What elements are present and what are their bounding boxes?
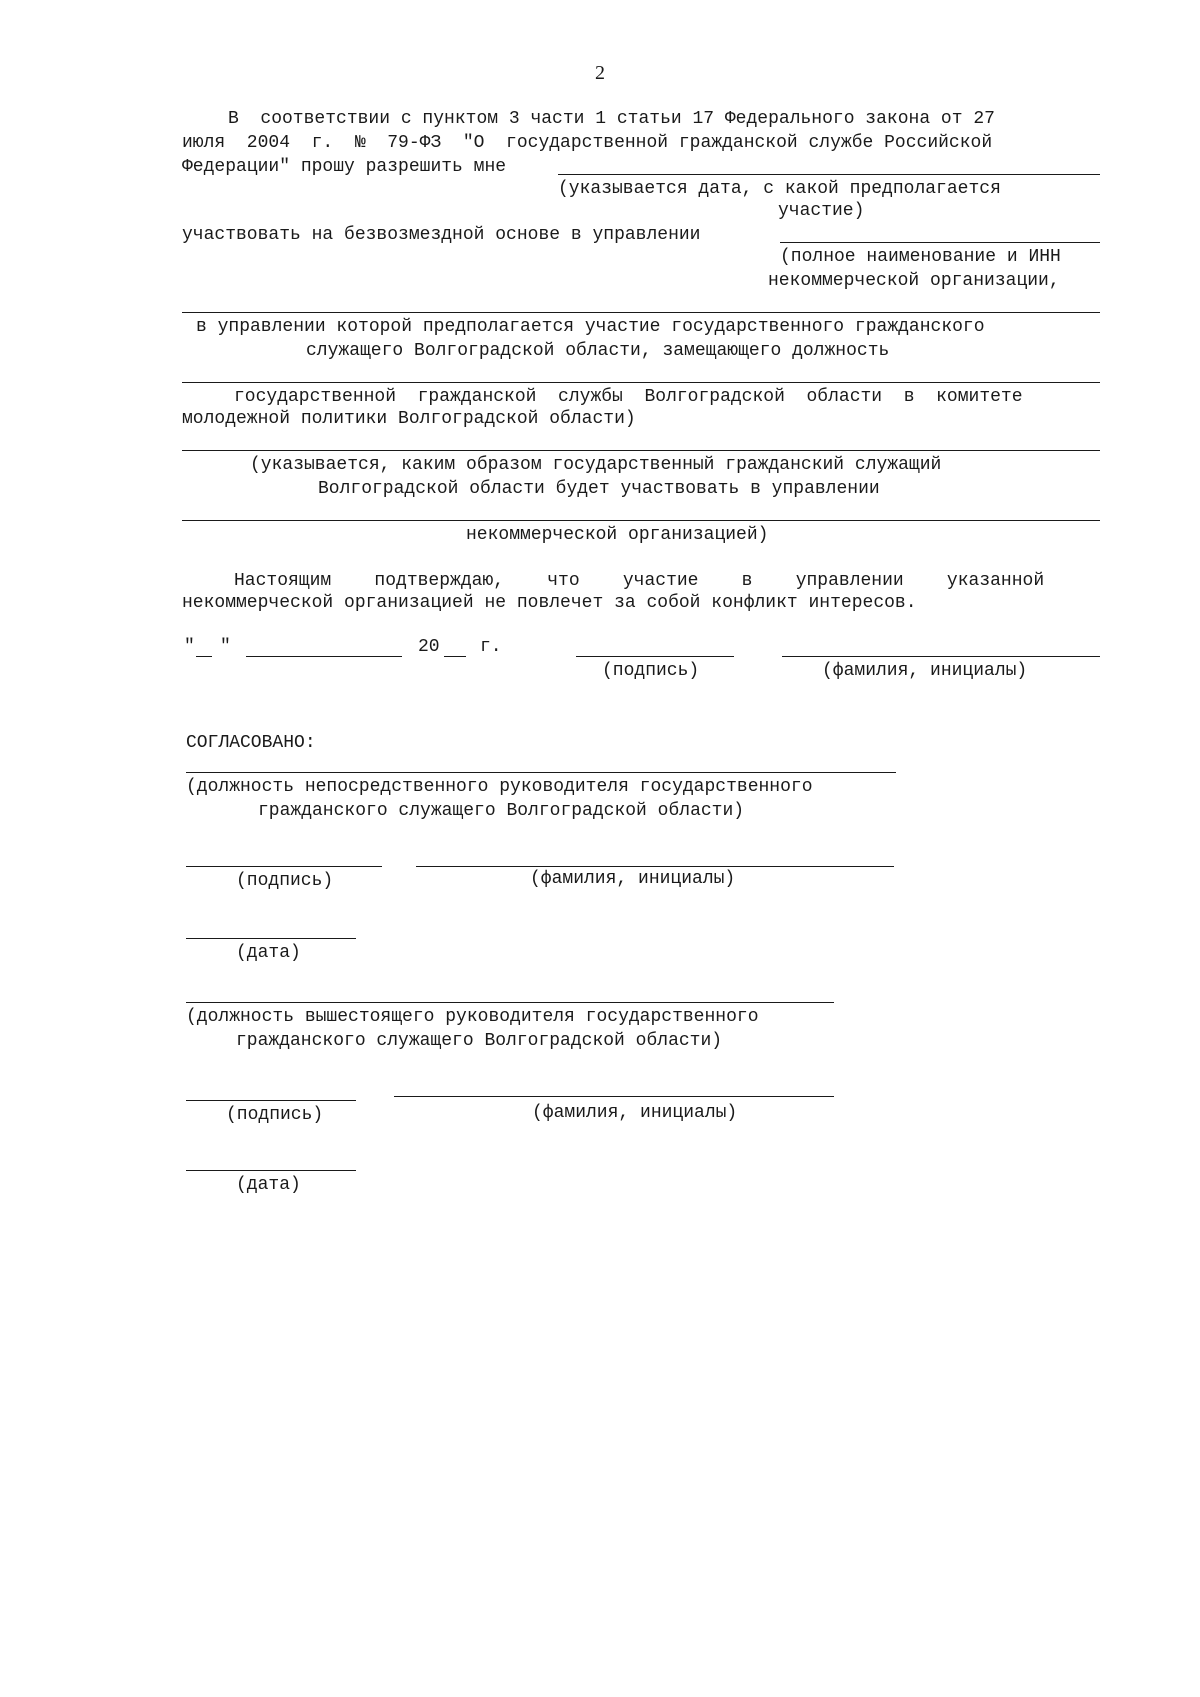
hint-org-3: в управлении которой предполагается участие государственного гражданского: [196, 317, 985, 337]
immediate-date-label: (дата): [236, 943, 301, 963]
hint-org-2: некоммерческой организации,: [768, 271, 1060, 291]
approval-title: СОГЛАСОВАНО:: [186, 733, 316, 753]
hint-way-3: некоммерческой организацией): [466, 525, 769, 545]
immediate-date-line[interactable]: [186, 938, 356, 939]
immediate-name-line[interactable]: [416, 866, 894, 867]
superior-position-1: (должность вышестоящего руководителя государственного: [186, 1007, 759, 1027]
superior-signature-line[interactable]: [186, 1100, 356, 1101]
date-quote-close: ": [220, 637, 231, 657]
hint-org-5: государственной гражданской службы Волгоградской области в комитете: [234, 387, 1023, 407]
date-blank-line[interactable]: [558, 174, 1100, 175]
org-blank-line-2[interactable]: [182, 312, 1100, 313]
hint-org-6: молодежной политики Волгоградской области): [182, 409, 636, 429]
hint-date-1: (указывается дата, с какой предполагается: [558, 179, 1001, 199]
hint-date-2: участие): [778, 201, 865, 221]
name-line[interactable]: [782, 656, 1100, 657]
superior-name-label: (фамилия, инициалы): [532, 1103, 738, 1123]
immediate-position-2: гражданского служащего Волгоградской области): [258, 801, 745, 821]
year-prefix: 20: [418, 637, 440, 657]
hint-way-1: (указывается, каким образом государственный гражданский служащий: [250, 455, 942, 475]
hint-org-1: (полное наименование и ИНН: [780, 247, 1061, 267]
day-blank-line[interactable]: [196, 656, 212, 657]
superior-signature-label: (подпись): [226, 1105, 324, 1125]
intro-line-1: В соответствии с пунктом 3 части 1 статьи 17 Федерального закона от 27: [228, 109, 995, 129]
superior-date-label: (дата): [236, 1175, 301, 1195]
intro-line-2: июля 2004 г. № 79-ФЗ "О государственной гражданской службе Российской: [182, 133, 993, 153]
confirm-line-1: Настоящим подтверждаю, что участие в управлении указанной: [234, 571, 1045, 591]
date-quote-open: ": [184, 637, 195, 657]
year-suffix: г.: [480, 637, 502, 657]
way-blank-line-2[interactable]: [182, 520, 1100, 521]
way-blank-line-1[interactable]: [182, 450, 1100, 451]
name-label: (фамилия, инициалы): [822, 661, 1028, 681]
page-number: 2: [595, 62, 605, 84]
immediate-name-label: (фамилия, инициалы): [530, 869, 736, 889]
signature-line[interactable]: [576, 656, 734, 657]
year-blank-line[interactable]: [444, 656, 466, 657]
signature-label: (подпись): [602, 661, 700, 681]
superior-name-line[interactable]: [394, 1096, 834, 1097]
org-blank-line-3[interactable]: [182, 382, 1100, 383]
month-blank-line[interactable]: [246, 656, 402, 657]
hint-org-4: служащего Волгоградской области, замещающего должность: [306, 341, 890, 361]
hint-way-2: Волгоградской области будет участвовать в управлении: [318, 479, 880, 499]
org-blank-line-1[interactable]: [780, 242, 1100, 243]
superior-date-line[interactable]: [186, 1170, 356, 1171]
superior-position-line[interactable]: [186, 1002, 834, 1003]
superior-position-2: гражданского служащего Волгоградской области): [236, 1031, 723, 1051]
immediate-position-line[interactable]: [186, 772, 896, 773]
immediate-position-1: (должность непосредственного руководителя государственного: [186, 777, 813, 797]
intro-line-3: Федерации" прошу разрешить мне: [182, 157, 507, 177]
immediate-signature-label: (подпись): [236, 871, 334, 891]
immediate-signature-line[interactable]: [186, 866, 382, 867]
confirm-line-2: некоммерческой организацией не повлечет за собой конфликт интересов.: [182, 593, 917, 613]
intro-line-4: участвовать на безвозмездной основе в управлении: [182, 225, 701, 245]
